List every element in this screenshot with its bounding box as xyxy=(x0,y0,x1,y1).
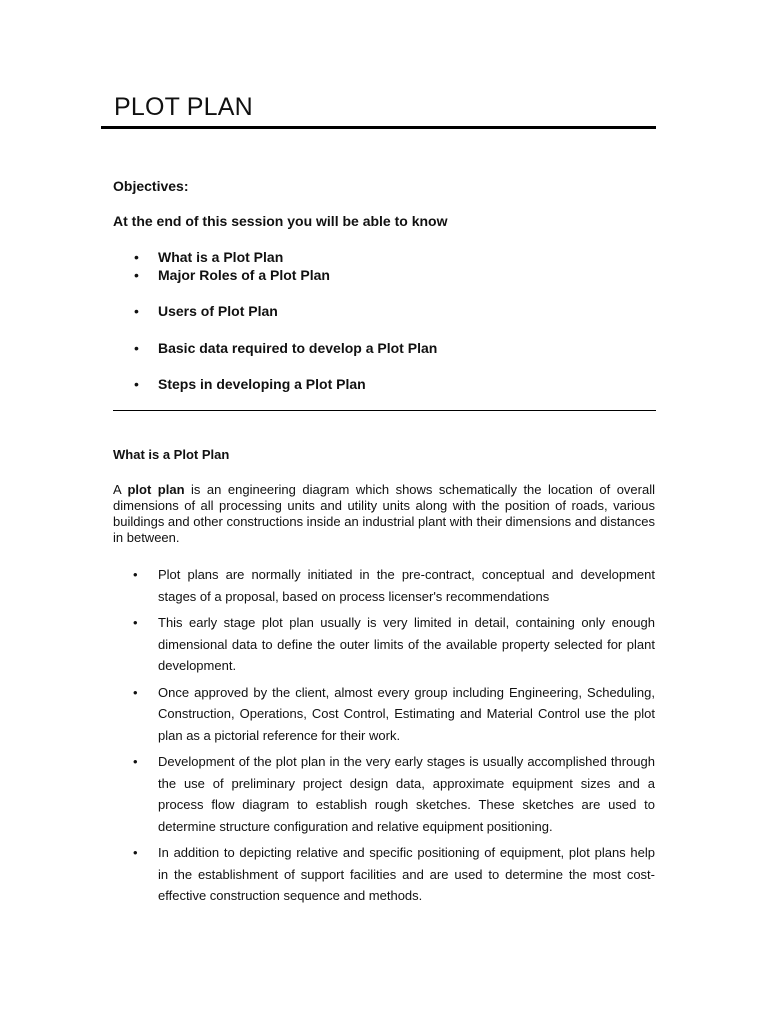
section-divider xyxy=(113,410,656,411)
list-item-text: Once approved by the client, almost every group including Engineering, Scheduling, Construction, Operations, Cost Control, Estimating and Material Control use the plot plan as a pictorial reference for their work. xyxy=(158,684,655,743)
definition-term: plot plan xyxy=(127,482,185,497)
objective-item-text: What is a Plot Plan xyxy=(158,249,284,265)
list-item-text: Development of the plot plan in the very early stages is usually accomplished through the use of preliminary project design data, approximate equipment sizes and a process flow diagram to establish rough sketches. These sketches are used to determine structure configuration and relative equipment positioning. xyxy=(158,754,655,834)
section-heading: What is a Plot Plan xyxy=(113,447,230,462)
bullet-icon: • xyxy=(133,615,138,630)
title-underline xyxy=(101,126,656,129)
list-item xyxy=(113,842,655,907)
list-item xyxy=(113,682,655,747)
bullet-icon: • xyxy=(133,754,138,769)
objective-item xyxy=(113,248,283,266)
bullet-icon: • xyxy=(133,845,138,860)
bullet-icon: • xyxy=(134,303,139,319)
objective-item-text: Steps in developing a Plot Plan xyxy=(158,376,366,392)
list-item-text: In addition to depicting relative and specific positioning of equipment, plot plans help in the establishment of support facilities and are used to determine the most cost-effective construction sequence and methods. xyxy=(158,845,655,903)
list-item xyxy=(113,751,655,837)
objective-item-text: Major Roles of a Plot Plan xyxy=(158,267,330,283)
objective-item xyxy=(113,266,330,284)
list-item xyxy=(113,564,655,607)
objectives-label: Objectives: xyxy=(113,178,189,194)
objective-item xyxy=(113,302,278,320)
objective-item-text: Basic data required to develop a Plot Plan xyxy=(158,340,438,356)
bullet-icon: • xyxy=(133,567,138,582)
bullet-icon: • xyxy=(134,249,139,265)
page-title: PLOT PLAN xyxy=(114,93,253,121)
list-item-text: Plot plans are normally initiated in the pre-contract, conceptual and development stages of a proposal, based on process licenser's recommendations xyxy=(158,567,655,604)
bullet-icon: • xyxy=(134,267,139,283)
list-item-text: This early stage plot plan usually is very limited in detail, containing only enough dimensional data to define the outer limits of the available property selected for plant development. xyxy=(158,615,655,673)
objective-item xyxy=(113,339,437,357)
objectives-intro: At the end of this session you will be able to know xyxy=(113,213,448,229)
objective-item xyxy=(113,375,366,393)
bullet-icon: • xyxy=(134,340,139,356)
bullet-icon: • xyxy=(134,376,139,392)
detail-list xyxy=(113,564,655,907)
objective-item-text: Users of Plot Plan xyxy=(158,303,278,319)
list-item xyxy=(113,612,655,677)
definition-prefix: A xyxy=(113,482,128,497)
bullet-icon: • xyxy=(133,684,138,700)
definition-text: is an engineering diagram which shows schematically the location of overall dimensions of all processing units and utility units along with the position of roads, various buildings and other constructions inside an industrial plant with their dimensions and distances in between. xyxy=(113,482,655,545)
definition-paragraph xyxy=(113,482,655,546)
